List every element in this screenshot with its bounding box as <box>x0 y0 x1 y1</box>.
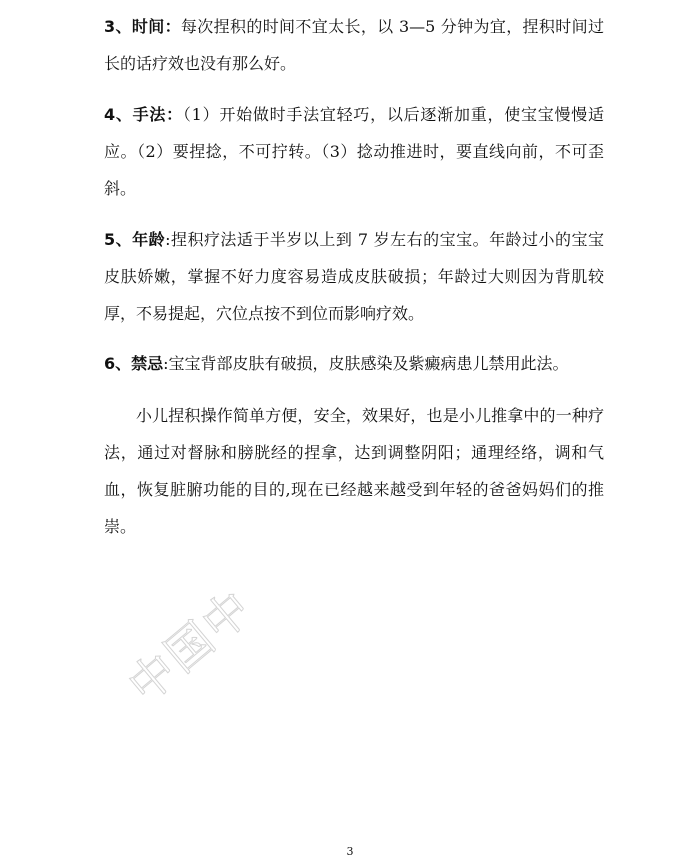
section-contraindications <box>104 345 604 382</box>
section-heading: 3、时间 <box>104 17 165 36</box>
section-body: 每次捏积的时间不宜太长，以 3—5 分钟为宜，捏积时间过长的话疗效也没有那么好。 <box>104 17 604 73</box>
section-heading: 5、年龄 <box>104 230 166 249</box>
section-heading: 4、手法 <box>104 105 167 124</box>
summary-paragraph: 小儿捏积操作简单方便，安全，效果好，也是小儿推拿中的一种疗法，通过对督脉和膀胱经的捏拿，达到调整阴阳；通理经络，调和气血，恢复脏腑功能的目的,现在已经越来越受到年轻的爸爸妈妈们的推崇。 <box>104 406 604 536</box>
section-technique <box>104 96 604 207</box>
section-age <box>104 221 604 332</box>
section-heading: 6、禁忌 <box>104 354 164 373</box>
section-body: （1）开始做时手法宜轻巧，以后逐渐加重，使宝宝慢慢适应。（2）要捏捻，不可拧转。（3）捻动推进时，要直线向前，不可歪斜。 <box>104 105 604 198</box>
heading-separator: : <box>163 354 169 373</box>
section-body: 宝宝背部皮肤有破损，皮肤感染及紫癜病患儿禁用此法。 <box>168 354 569 373</box>
heading-separator: ： <box>166 105 183 124</box>
watermark: 中国中 <box>117 579 263 714</box>
heading-separator: : <box>165 230 171 249</box>
section-time <box>104 8 604 82</box>
page-number: 3 <box>346 845 354 858</box>
heading-separator: ： <box>164 17 181 36</box>
section-body: 捏积疗法适于半岁以上到 7 岁左右的宝宝。年龄过小的宝宝皮肤娇嫩，掌握不好力度容易造成皮肤破损；年龄过大则因为背肌较厚，不易提起，穴位点按不到位而影响疗效。 <box>104 230 604 323</box>
